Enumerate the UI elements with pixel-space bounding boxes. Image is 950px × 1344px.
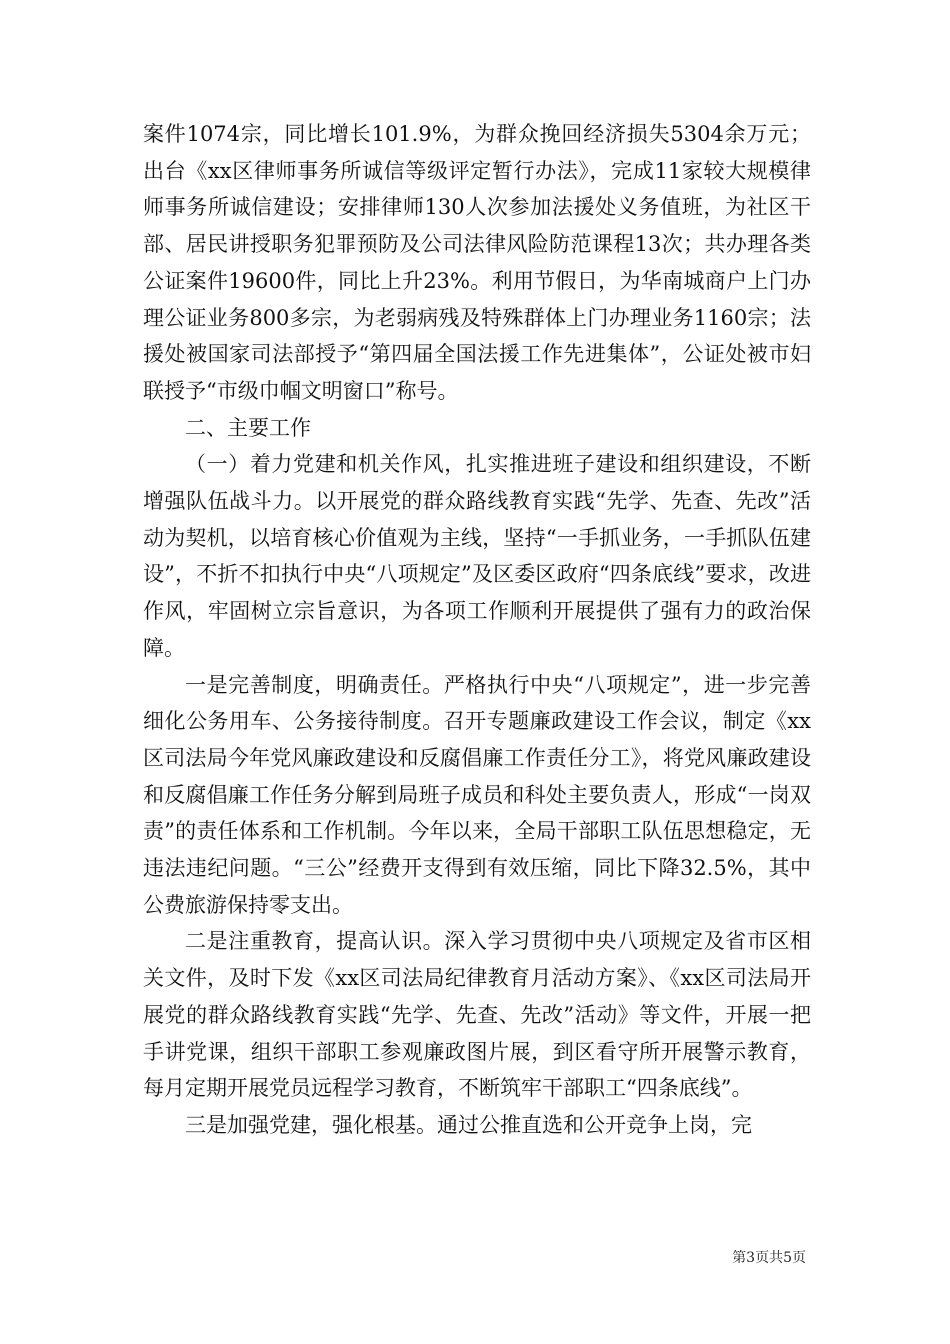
page-number-footer: 第3页共5页	[732, 1250, 806, 1266]
paragraph-party-building: （一）着力党建和机关作风，扎实推进班子建设和组织建设，不断增强队伍战斗力。以开展党的群众路线教育实践“先学、先查、先改”活动为契机，以培育核心价值观为主线，坚持“一手抓业务，一手抓队伍建设”，不折不扣执行中央“八项规定”及区委区政府“四条底线”要求，改进作风，牢固树立宗旨意识，为各项工作顺利开展提供了强有力的政治保障。	[143, 452, 811, 660]
paragraph-continuation: 案件1074宗，同比增长101.9%，为群众挽回经济损失5304余万元；出台《xx区律师事务所诚信等级评定暂行办法》，完成11家较大规模律师事务所诚信建设；安排律师130人次参加法援处义务值班，为社区干部、居民讲授职务犯罪预防及公司法律风险防范课程13次；共办理各类公证案件19600件，同比上升23%。利用节假日，为华南城商户上门办理公证业务800多宗，为老弱病残及特殊群体上门办理业务1160宗；法援处被国家司法部授予“第四届全国法援工作先进集体”，公证处被市妇联授予“市级巾帼文明窗口”称号。	[143, 122, 811, 403]
paragraph-system-responsibility: 一是完善制度，明确责任。严格执行中央“八项规定”，进一步完善细化公务用车、公务接待制度。召开专题廉政建设工作会议，制定《xx区司法局今年党风廉政建设和反腐倡廉工作责任分工》，将党风廉政建设和反腐倡廉工作任务分解到局班子成员和科处主要负责人，形成“一岗双责”的责任体系和工作机制。今年以来，全局干部职工队伍思想稳定，无违法违纪问题。“三公”经费开支得到有效压缩，同比下降32.5%，其中公费旅游保持零支出。	[143, 672, 811, 917]
paragraph-party-foundation: 三是加强党建，强化根基。通过公推直选和公开竞争上岗，完	[185, 1112, 752, 1137]
document-body	[143, 116, 811, 1144]
section-heading: 二、主要工作	[185, 415, 311, 440]
paragraph-education: 二是注重教育，提高认识。深入学习贯彻中央八项规定及省市区相关文件，及时下发《xx区司法局纪律教育月活动方案》、《xx区司法局开展党的群众路线教育实践“先学、先查、先改”活动》等文件，开展一把手讲党课，组织干部职工参观廉政图片展，到区看守所开展警示教育，每月定期开展党员远程学习教育，不断筑牢干部职工“四条底线”。	[143, 929, 811, 1101]
